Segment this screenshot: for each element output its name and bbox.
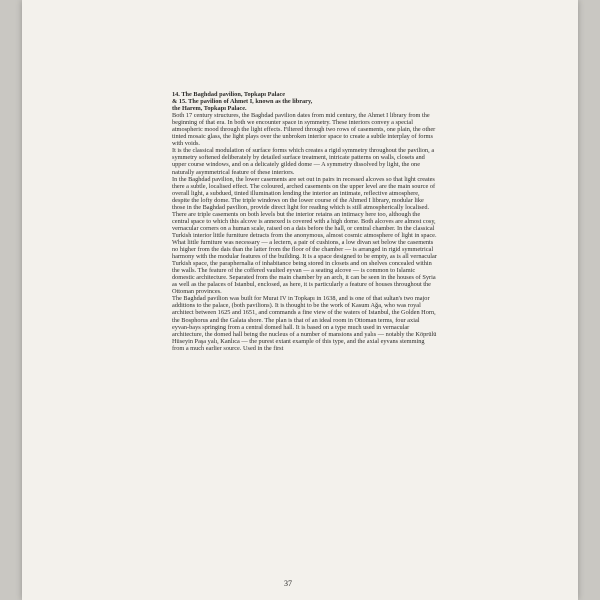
article-text-block xyxy=(172,91,438,352)
article-heading xyxy=(172,91,438,112)
body-paragraph: Both 17 century structures, the Baghdad pavilion dates from mid century, the Ahmet I library from the beginning of that era. In both we encounter space in symmetry. These interiors convey a special atmospheric mood through the light effects. Filtered through two rows of casements, one plain, the other tinted mosaic glass, the light plays over the unbroken interior space to create a subtle interplay of forms with voids. xyxy=(172,112,436,148)
body-paragraph: In the Baghdad pavilion, the lower casements are set out in pairs in recessed alcoves so that light creates there a subtle, localised effect. The coloured, arched casements on the upper level are the main source of overall light, a subdued, tinted illumination lending the interior an intimate, reflective atmosphere, despite the lofty dome. The triple windows on the lower course of the Ahmed I library, modular like those in the Baghdad pavilion, provide direct light for reading which is still atmospherically localised. There are triple casements on both levels but the interior retains an intimacy here too, although the central space to which this alcove is annexed is covered with a high dome. Both alcoves are almost cosy, vernacular corners on a human scale, raised on a dais before the hall, or central chamber. In the classical Turkish interior little furniture detracts from the anonymous, almost cosmic atmosphere of light in space. What little furniture was necessary — a lectern, a pair of cushions, a low divan set below the casements no higher from the dais than the latter from the floor of the chamber — is arranged in rigid symmetrical harmony with the modular features of the building. It is a space designed to be empty, as is all vernacular Turkish space, the paraphernalia of inhabitance being stored in closets and on shelves concealed within the walls. The feature of the coffered vaulted eyvan — a seating alcove — is common to Islamic domestic architecture. Separated from the main chamber by an arch, it can be seen in the houses of Syria as well as the palaces of Istanbul, enclosed, as here, it is particularly a feature of houses throughout the Ottoman provinces. xyxy=(172,175,437,296)
page-number: 37 xyxy=(284,579,292,588)
heading-line: & 15. The pavilion of Ahmet I, known as the library, xyxy=(172,98,313,106)
body-paragraph: It is the classical modulation of surface forms which creates a rigid symmetry throughout the pavilion, a symmetry softened deliberately by detailed surface treatment, intricate patterns on walls, closets and upper course windows, and on a delicately gilded dome — A symmetry dissolved by light, the one naturally asymmetrical feature of these interiors. xyxy=(172,147,435,176)
body-paragraph: The Baghdad pavilion was built for Murat IV in Topkapı in 1638, and is one of that sultan's two major additions to the palace, (both pavilions). It is thought to be the work of Kasum Ağa, who was royal architect between 1625 and 1651, and commands a fine view of the waters of Istanbul, the Golden Horn, the Bosphorus and the Galata shore. The plan is that of an ideal room in Ottoman terms, four axial eyvan-bays springing from a central domed hall. It is based on a type much used in vernacular architecture, the domed hall being the nucleus of a number of mansions and yalıs — notably the Köprülü Hüseyin Paşa yalı, Kanlıca — the purest extant example of this type, and the axial eyvans stemming from a much earlier source. Used in the first xyxy=(172,295,437,352)
heading-line: the Harem, Topkapı Palace. xyxy=(172,105,247,113)
heading-line: 14. The Baghdad pavilion, Topkapı Palace xyxy=(172,91,286,98)
book-page xyxy=(22,0,578,600)
